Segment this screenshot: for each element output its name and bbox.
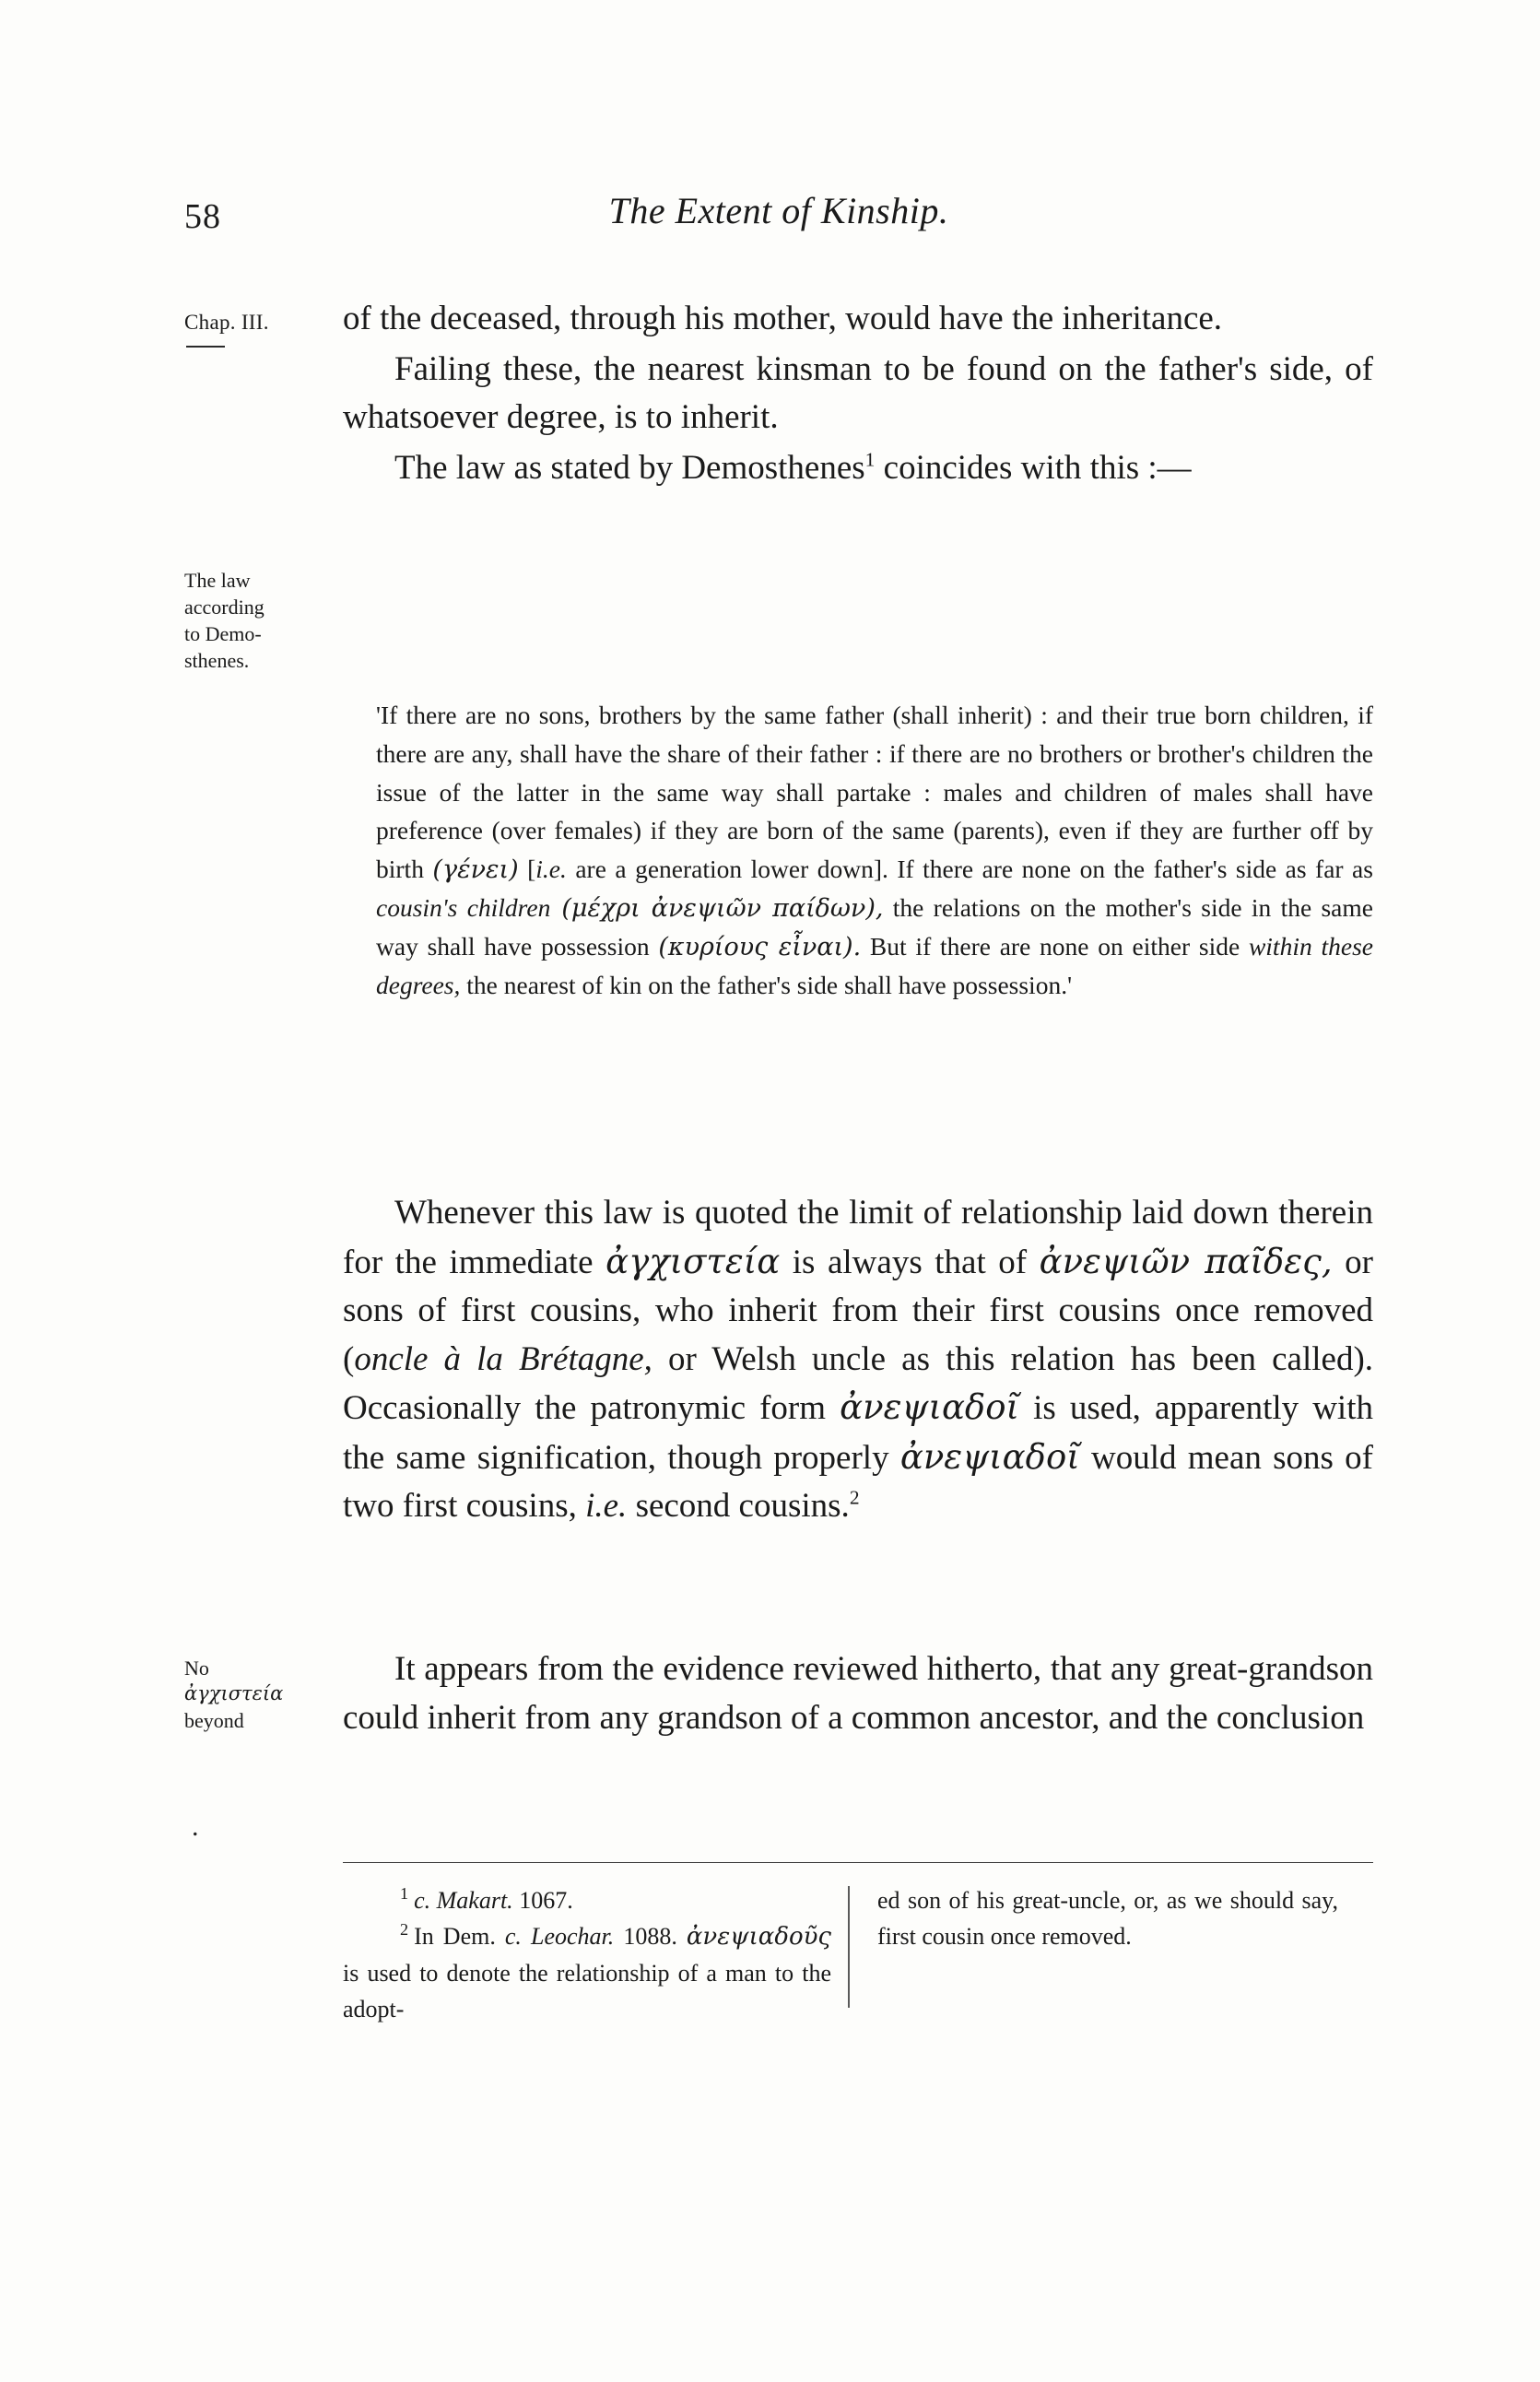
paragraph-5: It appears from the evidence reviewed hitherto, that any great-grandson could inherit from any grandson of a common ancestor, and the conclusion xyxy=(343,1650,1373,1737)
page-number: 58 xyxy=(184,197,221,236)
footnote-1-italic: c. Makart. xyxy=(414,1887,513,1914)
footnote-ref-2[interactable]: 2 xyxy=(849,1486,860,1509)
paragraph-4-greek-agchisteia: ἀγχιστεία xyxy=(605,1241,781,1281)
margin-note-no-agchisteia xyxy=(184,1655,332,1734)
running-title: The Extent of Kinship. xyxy=(608,190,949,231)
footnote-2-italic: c. Leochar. xyxy=(504,1923,615,1950)
paragraph-4-seg-4: or Welsh uncle as this relation has been called). Occasionally the patronymic form xyxy=(343,1339,1374,1428)
paragraph-3-text-b: coincides with this :— xyxy=(875,448,1192,487)
footnote-2-seg-c: is used to denote the relationship of a man to the adopt- xyxy=(343,1960,831,2022)
paragraph-4-seg-7: second cousins. xyxy=(627,1487,850,1526)
body-column-bottom xyxy=(343,1645,1373,1742)
quote-seg-6: the nearest of kin on the father's side shall have possession.' xyxy=(460,971,1073,1000)
paragraph-2: Failing these, the nearest kinsman to be found on the father's side, of whatsoever degree, is to inherit. xyxy=(343,349,1373,437)
margin-note-law-line-4: sthenes. xyxy=(184,649,250,673)
margin-note-law-line-2: according xyxy=(184,596,265,619)
footnote-rule xyxy=(343,1862,1373,1863)
quote-seg-2: [ xyxy=(518,855,536,884)
footnote-2-seg-a: In Dem. xyxy=(414,1923,505,1950)
footnote-2-seg-b: 1088. xyxy=(614,1923,677,1950)
quote-italic-ie: i.e. xyxy=(535,855,567,884)
paragraph-4-seg-6: would mean sons of two first cousins, xyxy=(343,1438,1373,1526)
quote-greek-kyrious: (κυρίους εἶναι). xyxy=(658,933,862,962)
margin-note-no-line-1: No xyxy=(184,1657,209,1680)
margin-note-no-greek: ἀγχιστεία xyxy=(184,1682,284,1705)
footnote-2-greek: ἀνεψιαδοῦς xyxy=(686,1923,831,1951)
footnote-1-rest: 1067. xyxy=(512,1887,573,1914)
footnote-ref-1[interactable]: 1 xyxy=(864,448,876,471)
paragraph-4-italic-oncle: oncle à la Brétagne, xyxy=(354,1339,652,1378)
margin-note-law-line-3: to Demo- xyxy=(184,622,262,646)
body-column-top xyxy=(343,295,1373,492)
margin-note-law-line-1: The law xyxy=(184,569,251,592)
paragraph-4-seg-5: is used, apparently with the same signification, though properly xyxy=(343,1389,1373,1477)
quote-italic-within-degrees: within these degrees, xyxy=(376,932,1373,1000)
paragraph-3 xyxy=(343,444,1373,493)
footnote-column-left xyxy=(343,1882,831,2027)
margin-note-chapter xyxy=(184,309,332,348)
footnote-column-divider xyxy=(848,1886,850,2008)
block-quotation xyxy=(376,696,1373,1005)
quote-greek-genei: (γένει) xyxy=(432,855,519,885)
body-column-middle xyxy=(343,1189,1373,1531)
quote-seg-1: 'If there are no sons, brothers by the same father (shall inherit) : and their true born children, if there are any, shall have the share of their father : if there are no brothers or brother's children the issue of the latter in the same way shall partake : males and children of males shall have preference (over females) if they are born of the same (parents), even if they are further off by birth xyxy=(376,701,1373,884)
margin-note-no-line-3: beyond xyxy=(184,1708,244,1732)
footnote-column-right xyxy=(877,1882,1338,1954)
footnote-1 xyxy=(400,1882,831,1918)
paragraph-4-seg-3: or sons of first cousins, who inherit from their first cousins once removed ( xyxy=(343,1243,1373,1378)
paragraph-4-greek-anepsiadoi-2: ἀνεψιαδοῖ xyxy=(899,1436,1080,1477)
quote-seg-3: are a generation lower down]. If there are none on the father's side as far as xyxy=(566,855,1373,884)
footnote-1-marker: 1 xyxy=(400,1884,409,1904)
paragraph-4-greek-anepsion-paides: ἀνεψιῶν παῖδες, xyxy=(1039,1241,1333,1281)
margin-rule xyxy=(186,346,225,348)
footnote-2-marker: 2 xyxy=(400,1920,409,1940)
footnote-2-indent-wrap xyxy=(400,1920,677,1950)
page-header xyxy=(184,189,1373,244)
paragraph-3-text-a: The law as stated by Demosthenes xyxy=(394,448,865,487)
paragraph-4-seg-2: is always that of xyxy=(780,1243,1040,1281)
paragraph-4-italic-ie: i.e. xyxy=(585,1487,628,1526)
chapter-label: Chap. III. xyxy=(184,311,269,334)
quote-greek-mechri: (μέχρι ἀνεψιῶν παίδων), xyxy=(550,894,884,924)
quote-seg-5: But if there are none on either side xyxy=(861,932,1249,961)
paragraph-4-seg-1: Whenever this law is quoted the limit of relationship laid down therein for the immediate xyxy=(343,1194,1373,1281)
quote-seg-4: the relations on the mother's side in the same way shall have possession xyxy=(376,893,1373,961)
footnote-2-continuation: ed son of his great-uncle, or, as we should say, first cousin once removed. xyxy=(877,1887,1338,1950)
margin-dot-mark: . xyxy=(192,1811,199,1842)
quote-italic-cousins-children: cousin's children xyxy=(376,893,551,923)
paragraph-4-greek-anepsiadoi-1: ἀνεψιαδοῖ xyxy=(840,1387,1019,1428)
footnote-2 xyxy=(343,1918,831,2027)
paragraph-1: of the deceased, through his mother, would have the inheritance. xyxy=(343,300,1223,337)
margin-note-law xyxy=(184,567,332,674)
paragraph-4 xyxy=(343,1189,1373,1531)
